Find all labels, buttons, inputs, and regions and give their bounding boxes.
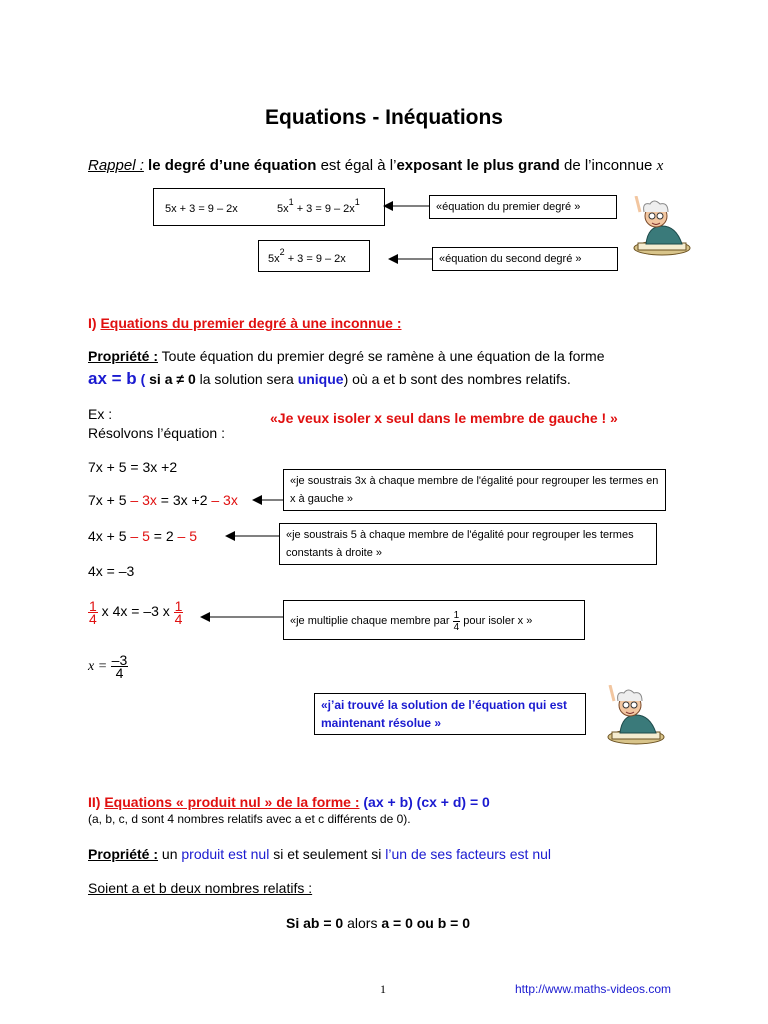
arrow-left-icon <box>200 611 284 623</box>
arrow-left-icon <box>388 253 433 265</box>
propriete-text: Toute équation du premier degré se ramène à une équation de la forme <box>158 348 605 364</box>
arrow-left-icon <box>383 200 430 212</box>
form-ax-b: ax = b <box>88 369 137 388</box>
arrow-left-icon <box>252 494 284 506</box>
equation-box-second-degree <box>258 240 370 272</box>
equation-b: $5x^1 + 3 = 9 - 2x^1$ <box>277 197 360 215</box>
propriete-1-line2: ax = b ( si a ≠ 0 la solution sera unique) où a et b sont des nombres relatifs. <box>88 369 571 388</box>
condition: si a ≠ 0 <box>149 371 196 387</box>
arrow-left-icon <box>225 530 280 542</box>
note-first-degree: «équation du premier degré » <box>429 195 617 219</box>
section-1-heading: I) Equations du premier degré à une inconnue : <box>88 315 402 331</box>
rappel-exponent: exposant le plus grand <box>396 157 560 174</box>
note-second-degree: «équation du second degré » <box>432 247 618 271</box>
rappel-text2: de l’inconnue <box>559 157 657 174</box>
equation-box-first-degree <box>153 188 385 226</box>
rappel-degree: le degré d’une équation <box>148 157 317 174</box>
rule-line: Si ab = 0 alors a = 0 ou b = 0 <box>286 915 471 931</box>
professor-icon <box>628 196 694 258</box>
bubble-subtract-3x: «je soustrais 3x à chaque membre de l'égalité pour regrouper les termes en x à gauche » <box>283 469 666 511</box>
professor-icon <box>602 685 668 747</box>
page-number: 1 <box>380 982 386 996</box>
step-3: 4x + 5 – 5 = 2 – 5 <box>88 528 197 544</box>
equation-second: $5x^2 + 3 = 9 - 2x$ <box>268 247 346 265</box>
propriete-1-line1 <box>88 348 605 364</box>
section-2-note: (a, b, c, d sont 4 nombres relatifs avec a et c différents de 0). <box>88 812 411 826</box>
bubble-subtract-5: «je soustrais 5 à chaque membre de l'égalité pour regrouper les termes constants à droite » <box>279 523 657 565</box>
ex-label: Ex : <box>88 406 113 422</box>
rappel-line <box>88 157 663 175</box>
page-title: Equations - Inéquations <box>264 106 503 129</box>
resolve-label: Résolvons l’équation : <box>88 425 225 441</box>
section-2-heading: II) Equations « produit nul » de la forme : (ax + b) (cx + d) = 0 <box>88 794 490 810</box>
bubble-solution-found: «j’ai trouvé la solution de l’équation qui est maintenant résolue » <box>314 693 586 735</box>
step-1: 7x + 5 = 3x +2 <box>88 459 178 475</box>
step-5: $\frac{1}{4}$ x 4x = –3 x $\frac{1}{4}$ <box>89 598 183 627</box>
soient-line: Soient a et b deux nombres relatifs : <box>88 880 313 896</box>
step-2: 7x + 5 – 3x = 3x +2 – 3x <box>88 492 238 508</box>
rappel-label: Rappel : <box>88 157 144 174</box>
step-6: x = $\frac{-3}{4}$ <box>88 652 128 681</box>
step-4: 4x = –3 <box>88 563 135 579</box>
equation-a: 5x + 3 = 9 – 2x <box>165 203 238 215</box>
propriete-2: Propriété : un produit est nul si et seulement si l’un de ses facteurs est nul <box>88 846 552 862</box>
bubble-multiply: «je multiplie chaque membre par $\frac{1}{4}$ pour isoler x » <box>283 600 585 640</box>
quote-isolate: «Je veux isoler x seul dans le membre de gauche ! » <box>270 410 618 426</box>
unique-word: unique <box>297 371 344 387</box>
propriete-label: Propriété : <box>88 348 159 364</box>
rappel-text: est égal à l’ <box>316 157 397 174</box>
website-link[interactable]: http://www.maths-videos.com <box>515 982 672 996</box>
rappel-variable: x <box>656 158 664 174</box>
